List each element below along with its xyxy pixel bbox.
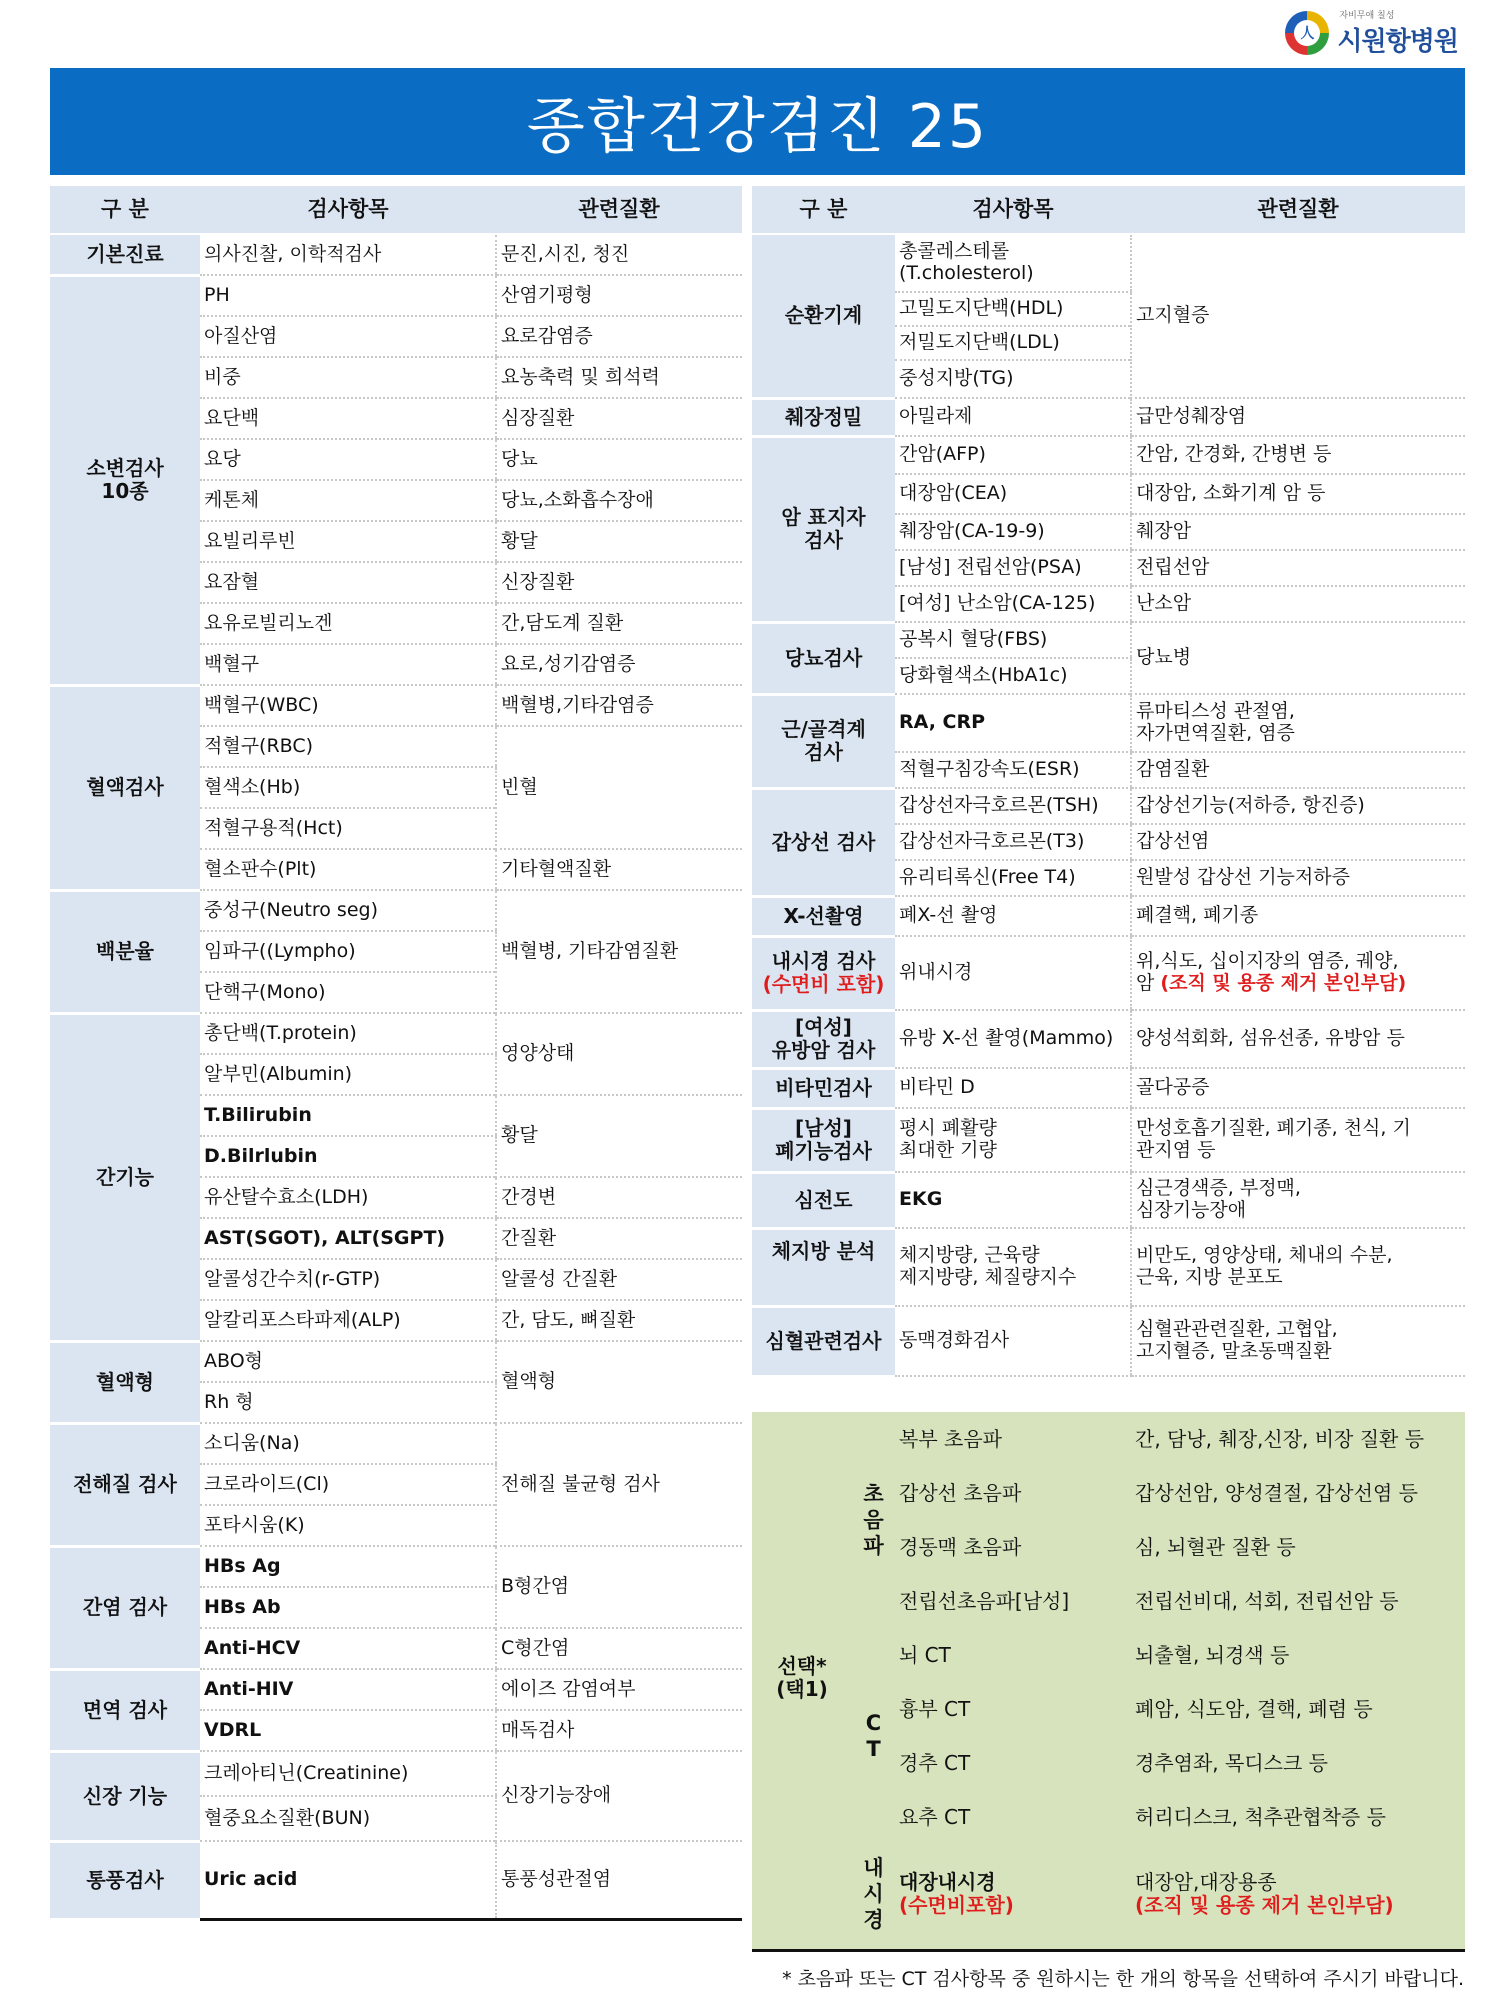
footnote: * 초음파 또는 CT 검사항목 중 원하시는 한 개의 항목을 선택하여 주시기 바랍니다. <box>782 1968 1464 1990</box>
category-cell: 심혈관련검사 <box>752 1306 895 1376</box>
option-disease: 전립선비대, 석회, 전립선암 등 <box>1135 1588 1399 1613</box>
category-cell: 혈액검사 <box>50 685 200 890</box>
disease-cell: 고지혈증 <box>1131 234 1465 398</box>
item-cell: 체지방량, 근육량 제지방량, 체질량지수 <box>895 1228 1131 1306</box>
item-cell: 요잠혈 <box>200 562 496 603</box>
optional-table <box>752 1412 1465 1944</box>
category-cell: 백분율 <box>50 890 200 1013</box>
item-cell: 의사진찰, 이학적검사 <box>200 234 496 275</box>
item-cell: 알부민(Albumin) <box>200 1054 496 1095</box>
disease-cell: 전립선암 <box>1131 550 1465 586</box>
disease-cell: 심혈관관련질환, 고협압, 고지혈증, 말초동맥질환 <box>1131 1306 1465 1376</box>
item-cell: 혈중요소질환(BUN) <box>200 1796 496 1841</box>
item-cell: 크레아티닌(Creatinine) <box>200 1751 496 1796</box>
option-disease <box>1131 1844 1465 1944</box>
item-cell: 대장암(CEA) <box>895 474 1131 514</box>
item-cell: 갑상선자극호르몬(T3) <box>895 824 1131 860</box>
category-cell: 면역 검사 <box>50 1669 200 1751</box>
item-cell: PH <box>200 275 496 316</box>
disease-cell: 비만도, 영양상태, 체내의 수분, 근육, 지방 분포도 <box>1131 1228 1465 1306</box>
item-cell: 평시 폐활량 최대한 기량 <box>895 1108 1131 1172</box>
item-cell: VDRL <box>200 1710 496 1751</box>
disease-cell: 골다공증 <box>1131 1068 1465 1108</box>
disease-cell: 혈액형 <box>496 1341 742 1423</box>
option-item: 흉부 CT <box>899 1696 971 1721</box>
disease-cell: 황달 <box>496 1095 742 1177</box>
disease-cell: 통풍성관절염 <box>496 1841 742 1919</box>
item-cell: [남성] 전립선암(PSA) <box>895 550 1131 586</box>
item-cell: 케톤체 <box>200 480 496 521</box>
sedation-note: (수면비 포함) <box>762 972 885 996</box>
option-item: 경추 CT <box>899 1750 971 1775</box>
disease-cell: 요로,성기감염증 <box>496 644 742 685</box>
colonoscopy-label: 대장내시경 <box>899 1870 996 1894</box>
category-cell: 체지방 분석 <box>752 1228 895 1306</box>
item-cell: 요당 <box>200 439 496 480</box>
category-cell: 암 표지자 검사 <box>752 436 895 622</box>
header-category: 구 분 <box>50 186 200 234</box>
disease-cell: 원발성 갑상선 기능저하증 <box>1131 860 1465 896</box>
category-cell: 전해질 검사 <box>50 1423 200 1546</box>
category-cell: 심전도 <box>752 1172 895 1228</box>
item-cell: 유리티록신(Free T4) <box>895 860 1131 896</box>
logo-slogan: 자비무애 칠성 <box>1339 11 1395 21</box>
disease-cell: 췌장암 <box>1131 514 1465 550</box>
item-cell: D.Bilrlubin <box>200 1136 496 1177</box>
disease-text-2: 암 <box>1136 972 1161 994</box>
item-cell: ABO형 <box>200 1341 496 1382</box>
left-checkup-table <box>50 186 742 1921</box>
optional-category: 선택* (택1) <box>776 1654 828 1701</box>
category-cell: [남성] 폐기능검사 <box>752 1108 895 1172</box>
item-cell: RA, CRP <box>895 694 1131 752</box>
item-cell: 비중 <box>200 357 496 398</box>
disease-cell: 간,담도계 질환 <box>496 603 742 644</box>
option-item: 전립선초음파[남성] <box>899 1588 1070 1613</box>
option-item: 복부 초음파 <box>899 1426 1002 1451</box>
disease-cell: 만성호흡기질환, 폐기종, 천식, 기 관지염 등 <box>1131 1108 1465 1172</box>
disease-cell: 황달 <box>496 521 742 562</box>
item-cell: 적혈구(RBC) <box>200 726 496 767</box>
item-cell: 요단백 <box>200 398 496 439</box>
disease-cell: 요로감염증 <box>496 316 742 357</box>
option-disease: 간, 담낭, 췌장,신장, 비장 질환 등 <box>1135 1426 1425 1451</box>
category-cell: 당뇨검사 <box>752 622 895 694</box>
disease-cell: 알콜성 간질환 <box>496 1259 742 1300</box>
item-cell: 고밀도지단백(HDL) <box>895 292 1131 326</box>
disease-cell: 난소암 <box>1131 586 1465 622</box>
disease-cell: 신장질환 <box>496 562 742 603</box>
sedation-note: (수면비포함) <box>899 1893 1014 1917</box>
item-cell: 췌장암(CA-19-9) <box>895 514 1131 550</box>
item-cell: [여성] 난소암(CA-125) <box>895 586 1131 622</box>
item-cell: 중성지방(TG) <box>895 360 1131 398</box>
item-cell: 당화혈색소(HbA1c) <box>895 658 1131 694</box>
item-cell: 임파구((Lympho) <box>200 931 496 972</box>
category-cell: 비타민검사 <box>752 1068 895 1108</box>
item-cell: 백혈구(WBC) <box>200 685 496 726</box>
self-pay-note: (조직 및 용종 제거 본인부담) <box>1160 972 1407 994</box>
disease-cell: 전해질 불균형 검사 <box>496 1423 742 1546</box>
category-cell: 순환기계 <box>752 234 895 398</box>
item-cell: 혈색소(Hb) <box>200 767 496 808</box>
item-cell: 요유로빌리노겐 <box>200 603 496 644</box>
header-item: 검사항목 <box>895 186 1131 234</box>
item-cell: Uric acid <box>200 1841 496 1919</box>
disease-cell: 신장기능장애 <box>496 1751 742 1841</box>
header-item: 검사항목 <box>200 186 496 234</box>
option-disease: 갑상선암, 양성결절, 갑상선염 등 <box>1135 1480 1418 1505</box>
item-cell: 총콜레스테롤 (T.cholesterol) <box>895 234 1131 292</box>
category-cell <box>752 936 895 1010</box>
item-cell: 알칼리포스타파제(ALP) <box>200 1300 496 1341</box>
item-cell: T.Bilirubin <box>200 1095 496 1136</box>
item-cell: EKG <box>895 1172 1131 1228</box>
disease-cell: 문진,시진, 청진 <box>496 234 742 275</box>
disease-cell: 에이즈 감염여부 <box>496 1669 742 1710</box>
item-cell: 크로라이드(Cl) <box>200 1464 496 1505</box>
disease-cell: 양성석회화, 섬유선종, 유방암 등 <box>1131 1010 1465 1068</box>
disease-text: 위,식도, 십이지장의 염증, 궤양, <box>1136 950 1399 973</box>
item-cell: 위내시경 <box>895 936 1131 1010</box>
disease-cell: 기타혈액질환 <box>496 849 742 890</box>
title-banner <box>50 68 1465 175</box>
item-cell: 간암(AFP) <box>895 436 1131 474</box>
disease-cell: 간, 담도, 뼈질환 <box>496 1300 742 1341</box>
disease-cell <box>1131 936 1465 1010</box>
page-title: 종합건강검진 25 <box>526 91 989 162</box>
disease-cell: B형간염 <box>496 1546 742 1628</box>
ultrasound-group-label: 초 음 파 <box>863 1481 884 1559</box>
item-cell: AST(SGOT), ALT(SGPT) <box>200 1218 496 1259</box>
disease-cell: 간질환 <box>496 1218 742 1259</box>
disease-cell: 당뇨,소화흡수장애 <box>496 480 742 521</box>
item-cell: 아밀라제 <box>895 398 1131 436</box>
category-cell: 췌장정밀 <box>752 398 895 436</box>
disease-cell: 당뇨 <box>496 439 742 480</box>
item-cell: 적혈구용적(Hct) <box>200 808 496 849</box>
header-disease: 관련질환 <box>1131 186 1465 234</box>
disease-cell: 당뇨병 <box>1131 622 1465 694</box>
disease-cell: 갑상선염 <box>1131 824 1465 860</box>
logo-emblem-icon: 人 <box>1285 11 1329 55</box>
category-cell: 소변검사 10종 <box>50 275 200 685</box>
item-cell: HBs Ab <box>200 1587 496 1628</box>
category-cell: [여성] 유방암 검사 <box>752 1010 895 1068</box>
item-cell: Anti-HIV <box>200 1669 496 1710</box>
option-item: 갑상선 초음파 <box>899 1480 1022 1505</box>
item-cell: 동맥경화검사 <box>895 1306 1131 1376</box>
item-cell: 소디움(Na) <box>200 1423 496 1464</box>
disease-cell: 갑상선기능(저하증, 항진증) <box>1131 788 1465 824</box>
option-item: 요추 CT <box>899 1804 971 1829</box>
disease-cell: 요농축력 및 희석력 <box>496 357 742 398</box>
disease-cell: 류마티스성 관절염, 자가면역질환, 염증 <box>1131 694 1465 752</box>
item-cell: 비타민 D <box>895 1068 1131 1108</box>
item-cell: 중성구(Neutro seg) <box>200 890 496 931</box>
item-cell: Rh 형 <box>200 1382 496 1423</box>
item-cell: 혈소판수(Plt) <box>200 849 496 890</box>
item-cell: Anti-HCV <box>200 1628 496 1669</box>
disease-cell: 영양상태 <box>496 1013 742 1095</box>
option-disease: 경추염좌, 목디스크 등 <box>1135 1750 1328 1775</box>
disease-cell: 백혈병,기타감염증 <box>496 685 742 726</box>
item-cell: 적혈구침강속도(ESR) <box>895 752 1131 788</box>
disease-cell: 폐결핵, 폐기종 <box>1131 896 1465 936</box>
category-cell: 간기능 <box>50 1013 200 1341</box>
disease-cell: 대장암, 소화기계 암 등 <box>1131 474 1465 514</box>
logo-name: 시원항병원 <box>1337 27 1458 57</box>
item-cell: 요빌리루빈 <box>200 521 496 562</box>
header-category: 구 분 <box>752 186 895 234</box>
disease-cell: 급만성췌장염 <box>1131 398 1465 436</box>
item-cell: 알콜성간수치(r-GTP) <box>200 1259 496 1300</box>
option-item <box>895 1844 1131 1944</box>
category-cell: 근/골격계 검사 <box>752 694 895 788</box>
item-cell: 갑상선자극호르몬(TSH) <box>895 788 1131 824</box>
category-cell: 기본진료 <box>50 234 200 275</box>
endoscopy-group-label: 내 시 경 <box>863 1855 884 1933</box>
disease-cell: 간암, 간경화, 간병변 등 <box>1131 436 1465 474</box>
option-disease: 심, 뇌혈관 질환 등 <box>1135 1534 1296 1559</box>
self-pay-note: (조직 및 용종 제거 본인부담) <box>1135 1893 1394 1917</box>
item-cell: HBs Ag <box>200 1546 496 1587</box>
header-disease: 관련질환 <box>496 186 742 234</box>
item-cell: 백혈구 <box>200 644 496 685</box>
item-cell: 유산탈수효소(LDH) <box>200 1177 496 1218</box>
item-cell: 유방 X-선 촬영(Mammo) <box>895 1010 1131 1068</box>
category-label: 내시경 검사 <box>771 949 876 973</box>
right-checkup-table <box>752 186 1465 1378</box>
category-cell: 갑상선 검사 <box>752 788 895 896</box>
category-cell: 신장 기능 <box>50 1751 200 1841</box>
hospital-logo <box>1285 8 1458 58</box>
category-cell: 통풍검사 <box>50 1841 200 1919</box>
option-disease: 뇌출혈, 뇌경색 등 <box>1135 1642 1290 1667</box>
disease-cell: 심근경색증, 부정맥, 심장기능장애 <box>1131 1172 1465 1228</box>
category-cell: 혈액형 <box>50 1341 200 1423</box>
disease-cell: 심장질환 <box>496 398 742 439</box>
option-disease: 허리디스크, 척추관협착증 등 <box>1135 1804 1386 1829</box>
disease-cell: 간경변 <box>496 1177 742 1218</box>
item-cell: 단핵구(Mono) <box>200 972 496 1013</box>
item-cell: 공복시 혈당(FBS) <box>895 622 1131 658</box>
item-cell: 총단백(T.protein) <box>200 1013 496 1054</box>
disease-cell: 매독검사 <box>496 1710 742 1751</box>
disease-cell: 백혈병, 기타감염질환 <box>496 890 742 1013</box>
item-cell: 저밀도지단백(LDL) <box>895 326 1131 360</box>
disease-text: 대장암,대장용종 <box>1135 1870 1277 1894</box>
option-item: 뇌 CT <box>899 1642 951 1667</box>
item-cell: 포타시움(K) <box>200 1505 496 1546</box>
disease-cell: 감염질환 <box>1131 752 1465 788</box>
category-cell: X-선촬영 <box>752 896 895 936</box>
option-item: 경동맥 초음파 <box>899 1534 1022 1559</box>
disease-cell: C형간염 <box>496 1628 742 1669</box>
item-cell: 아질산염 <box>200 316 496 357</box>
item-cell: 폐X-선 촬영 <box>895 896 1131 936</box>
optional-section <box>752 1412 1465 1952</box>
category-cell: 간염 검사 <box>50 1546 200 1669</box>
option-disease: 폐암, 식도암, 결핵, 폐렴 등 <box>1135 1696 1373 1721</box>
disease-cell: 산염기평형 <box>496 275 742 316</box>
disease-cell: 빈혈 <box>496 726 742 849</box>
ct-group-label: C T <box>865 1710 882 1761</box>
